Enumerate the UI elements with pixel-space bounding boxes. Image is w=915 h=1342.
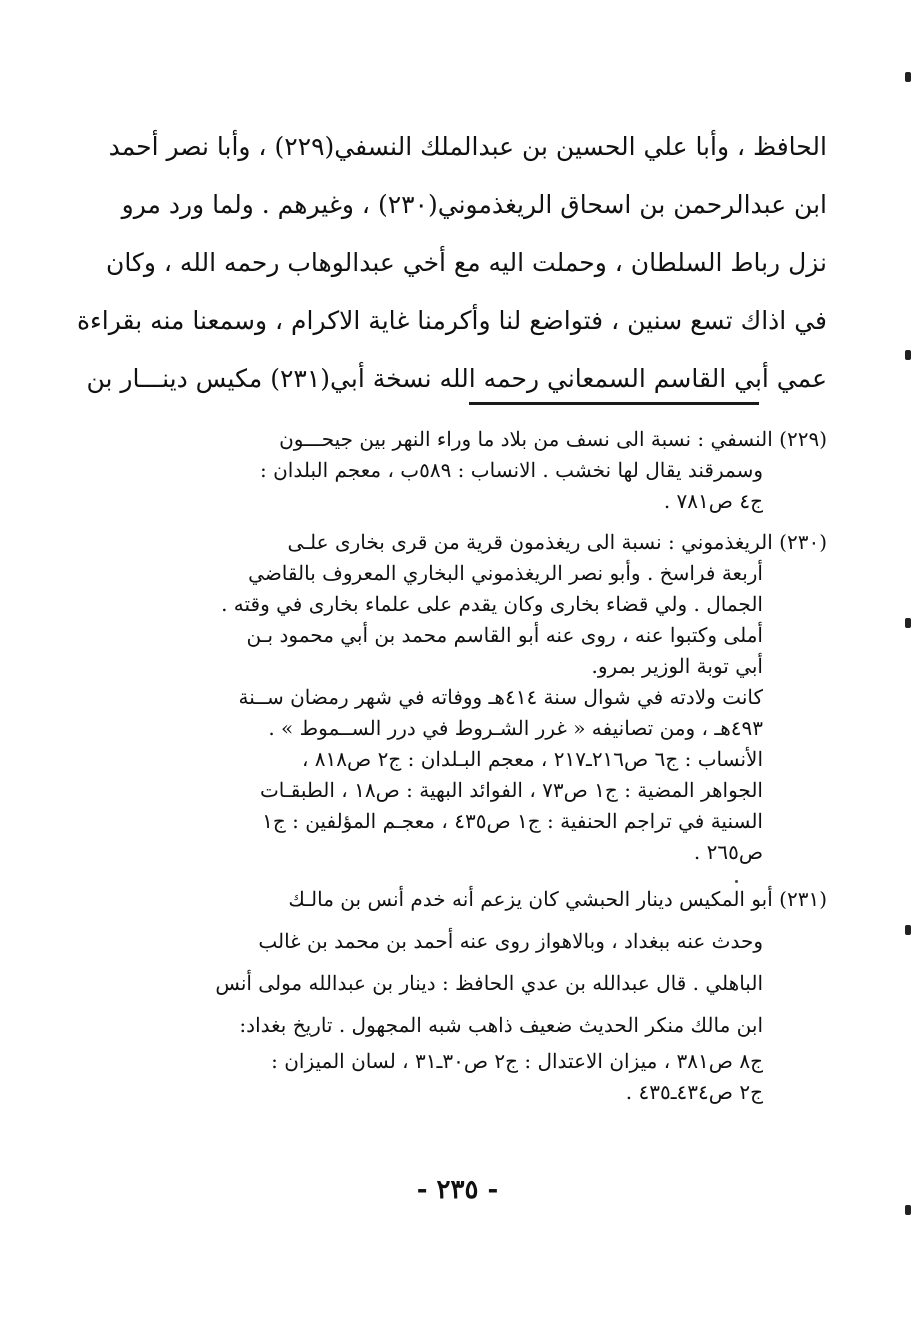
scan-edge-mark	[905, 1205, 911, 1215]
footnotes-section	[120, 424, 827, 1118]
scan-edge-mark	[905, 618, 911, 628]
scan-edge-mark	[905, 350, 911, 360]
page-number: - ٢٣٥ -	[416, 1175, 499, 1205]
footnote-line: (٢٢٩) النسفي : نسبة الى نسف من بلاد ما وراء النهر بين جيحـــون	[279, 427, 827, 451]
scan-edge-mark	[905, 925, 911, 935]
footnote-line: كانت ولادته في شوال سنة ٤١٤هـ ووفاته في شهر رمضان ســنة	[238, 685, 763, 709]
footnote-line: السنية في تراجم الحنفية : ج١ ص٤٣٥ ، معجـم المؤلفين : ج١	[262, 809, 763, 833]
footnote-line: أربعة فراسخ . وأبو نصر الريغذموني البخاري المعروف بالقاضي	[248, 561, 763, 585]
footnote-line: ج٨ ص٣٨١ ، ميزان الاعتدال : ج٢ ص٣٠ـ٣١ ، لسان الميزان :	[271, 1049, 763, 1073]
footnote-line: الجواهر المضية : ج١ ص٧٣ ، الفوائد البهية : ص١٨ ، الطبقـات	[259, 778, 763, 802]
main-text-line: عمي أبي القاسم السمعاني رحمه الله نسخة أبي(٢٣١) مكيس دينـــار بن	[86, 364, 827, 393]
footnote-line: (٢٣١) أبو المكيس دينار الحبشي كان يزعم أنه خدم أنس بن مالـك	[288, 887, 827, 911]
main-text-block	[76, 118, 827, 408]
footnote-line: ج٤ ص٧٨١ .	[663, 489, 763, 513]
footnote-line: وحدث عنه ببغداد ، وبالاهواز روى عنه أحمد بن محمد بن غالب	[258, 929, 763, 953]
footnote-line: ص٢٦٥ .	[693, 840, 763, 864]
footnote-line: ج٢ ص٤٣٤ـ٤٣٥ .	[625, 1080, 763, 1104]
main-text-line: نزل رباط السلطان ، وحملت اليه مع أخي عبدالوهاب رحمه الله ، وكان	[105, 248, 827, 277]
main-text-line: الحافظ ، وأبا علي الحسين بن عبدالملك النسفي(٢٢٩) ، وأبا نصر أحمد	[108, 132, 827, 161]
footnote-line: ابن مالك منكر الحديث ضعيف ذاهب شبه المجهول . تاريخ بغداد:	[239, 1013, 763, 1037]
footnote-231	[120, 878, 827, 1108]
main-text-line: ابن عبدالرحمن بن اسحاق الريغذموني(٢٣٠) ، وغيرهم . ولما ورد مرو	[121, 190, 827, 219]
footnote-230	[120, 527, 827, 868]
footnote-line: ٤٩٣هـ ، ومن تصانيفه « غرر الشـروط في درر الســموط » .	[268, 716, 763, 740]
footnote-line: الجمال . ولي قضاء بخارى وكان يقدم على علماء بخارى في وقته .	[221, 592, 763, 616]
footnote-line: الباهلي . قال عبدالله بن عدي الحافظ : دينار بن عبدالله مولى أنس	[215, 971, 763, 995]
scan-speck	[735, 880, 738, 883]
footnote-line: أملى وكتبوا عنه ، روى عنه أبو القاسم محمد بن أبي محمود بـن	[246, 623, 763, 647]
footnote-line: أبي توبة الوزير بمرو.	[591, 654, 763, 678]
footnote-separator-rule	[469, 402, 759, 405]
scan-edge-mark	[905, 72, 911, 82]
footnote-line: (٢٣٠) الريغذموني : نسبة الى ريغذمون قرية من قرى بخارى علـى	[287, 530, 827, 554]
footnote-line: وسمرقند يقال لها نخشب . الانساب : ٥٨٩ب ، معجم البلدان :	[260, 458, 763, 482]
footnote-line: الأنساب : ج٦ ص٢١٦ـ٢١٧ ، معجم البـلدان : ج٢ ص٨١٨ ،	[301, 747, 763, 771]
main-text-line: في اذاك تسع سنين ، فتواضع لنا وأكرمنا غاية الاكرام ، وسمعنا منه بقراءة	[76, 306, 827, 335]
footnote-229	[120, 424, 827, 517]
